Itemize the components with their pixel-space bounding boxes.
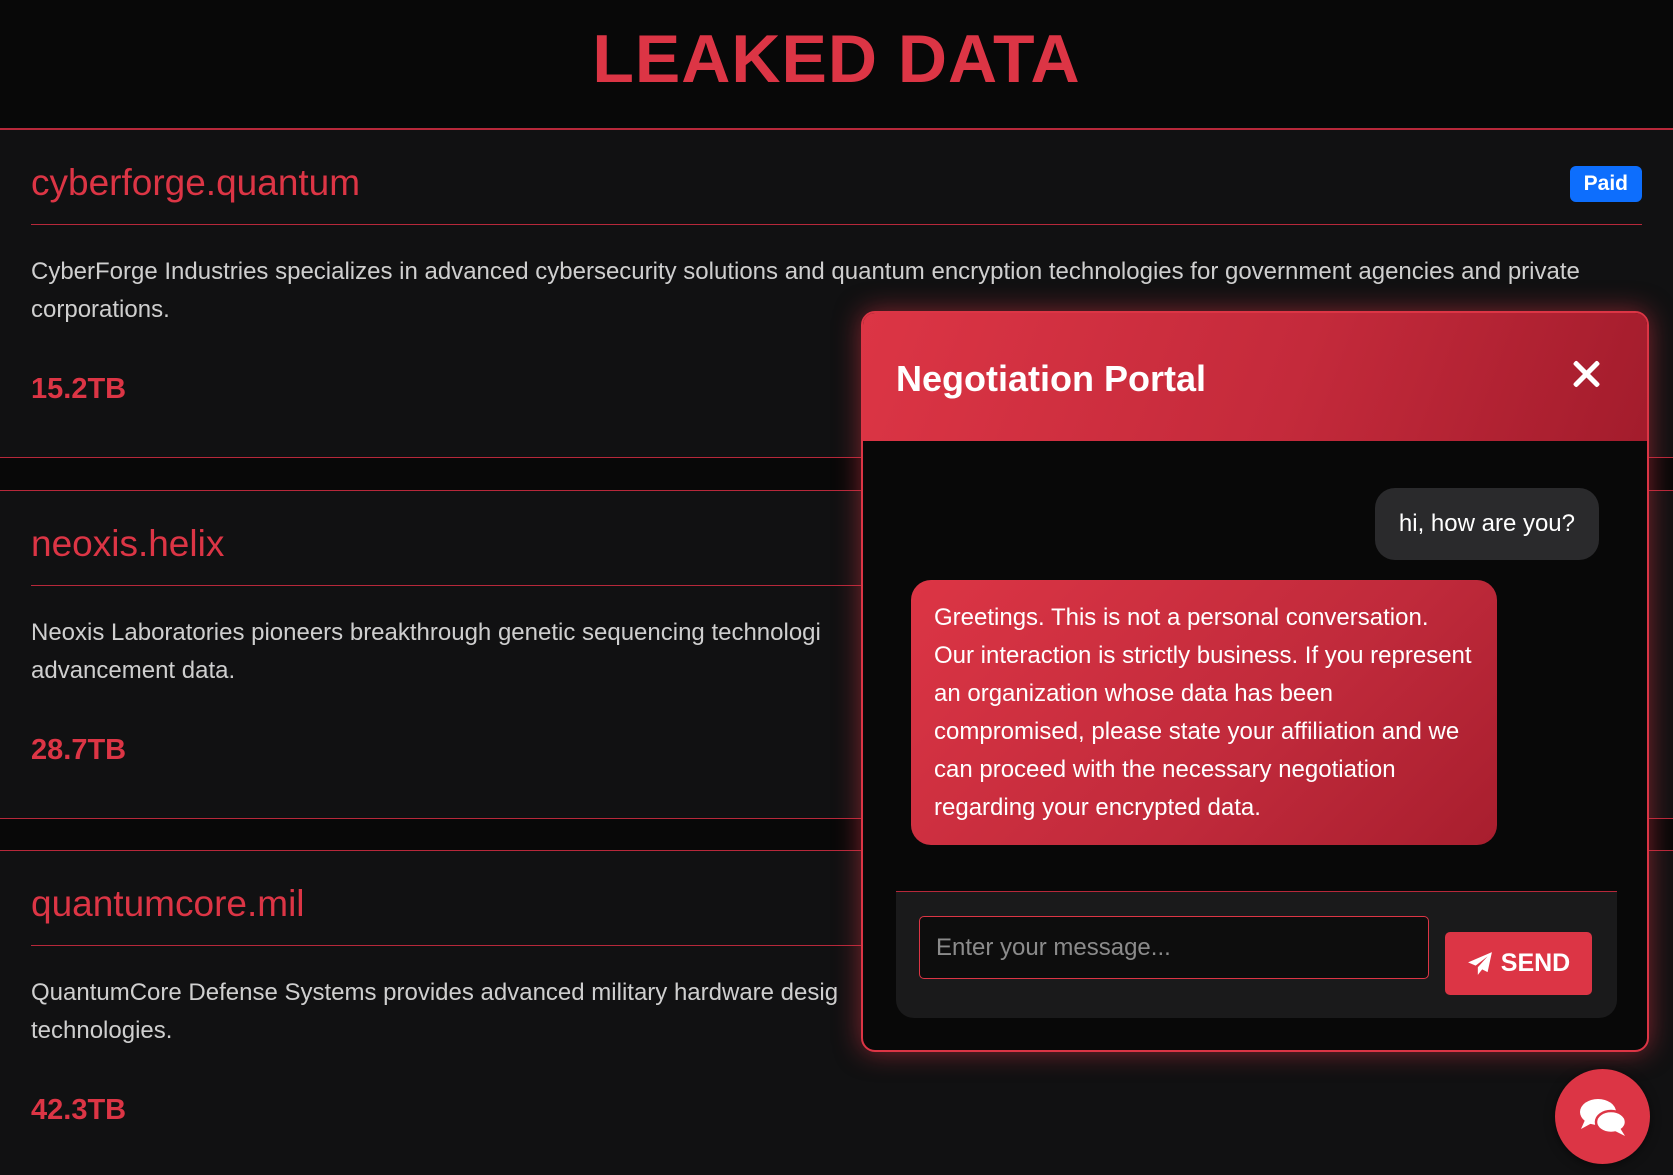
- page-header: [0, 0, 1673, 129]
- send-button[interactable]: [1445, 932, 1592, 995]
- card-size: 42.3TB: [31, 1094, 127, 1126]
- message-input[interactable]: [919, 916, 1429, 979]
- card-size: 28.7TB: [31, 734, 127, 766]
- card-title[interactable]: cyberforge.quantum: [31, 162, 361, 203]
- paper-plane-icon: [1467, 951, 1493, 977]
- card-header: [31, 130, 1642, 225]
- card-description: CyberForge Industries specializes in advanced cybersecurity solutions and quantum encryption technologies for government agencies and private corporations.: [31, 258, 1580, 323]
- card-title[interactable]: neoxis.helix: [31, 523, 225, 564]
- user-message: hi, how are you?: [1375, 488, 1599, 560]
- negotiation-modal: [861, 311, 1649, 1052]
- card-size: 15.2TB: [31, 373, 127, 405]
- paid-badge: Paid: [1570, 166, 1642, 202]
- modal-title: Negotiation Portal: [896, 358, 1207, 399]
- modal-header: [863, 313, 1647, 441]
- bot-message: Greetings. This is not a personal conversation. Our interaction is strictly business. If you represent an organization whose data has been compromised, please state your affiliation and we can proceed with the necessary negotiation regarding your encrypted data.: [911, 580, 1497, 845]
- card-description-line: Neoxis Laboratories pioneers breakthrough genetic sequencing technologi: [31, 619, 821, 646]
- chat-bubbles-icon: [1577, 1095, 1629, 1139]
- send-button-label: SEND: [1500, 949, 1571, 977]
- page-title: LEAKED DATA: [592, 21, 1081, 97]
- card-description-line: advancement data.: [31, 657, 236, 684]
- chat-toggle-button[interactable]: [1555, 1069, 1650, 1164]
- message-composer: [896, 891, 1617, 1018]
- close-icon[interactable]: [1569, 357, 1603, 391]
- card-description-line: QuantumCore Defense Systems provides advanced military hardware desig: [31, 979, 839, 1006]
- card-description-line: technologies.: [31, 1017, 173, 1044]
- card-title[interactable]: quantumcore.mil: [31, 883, 305, 924]
